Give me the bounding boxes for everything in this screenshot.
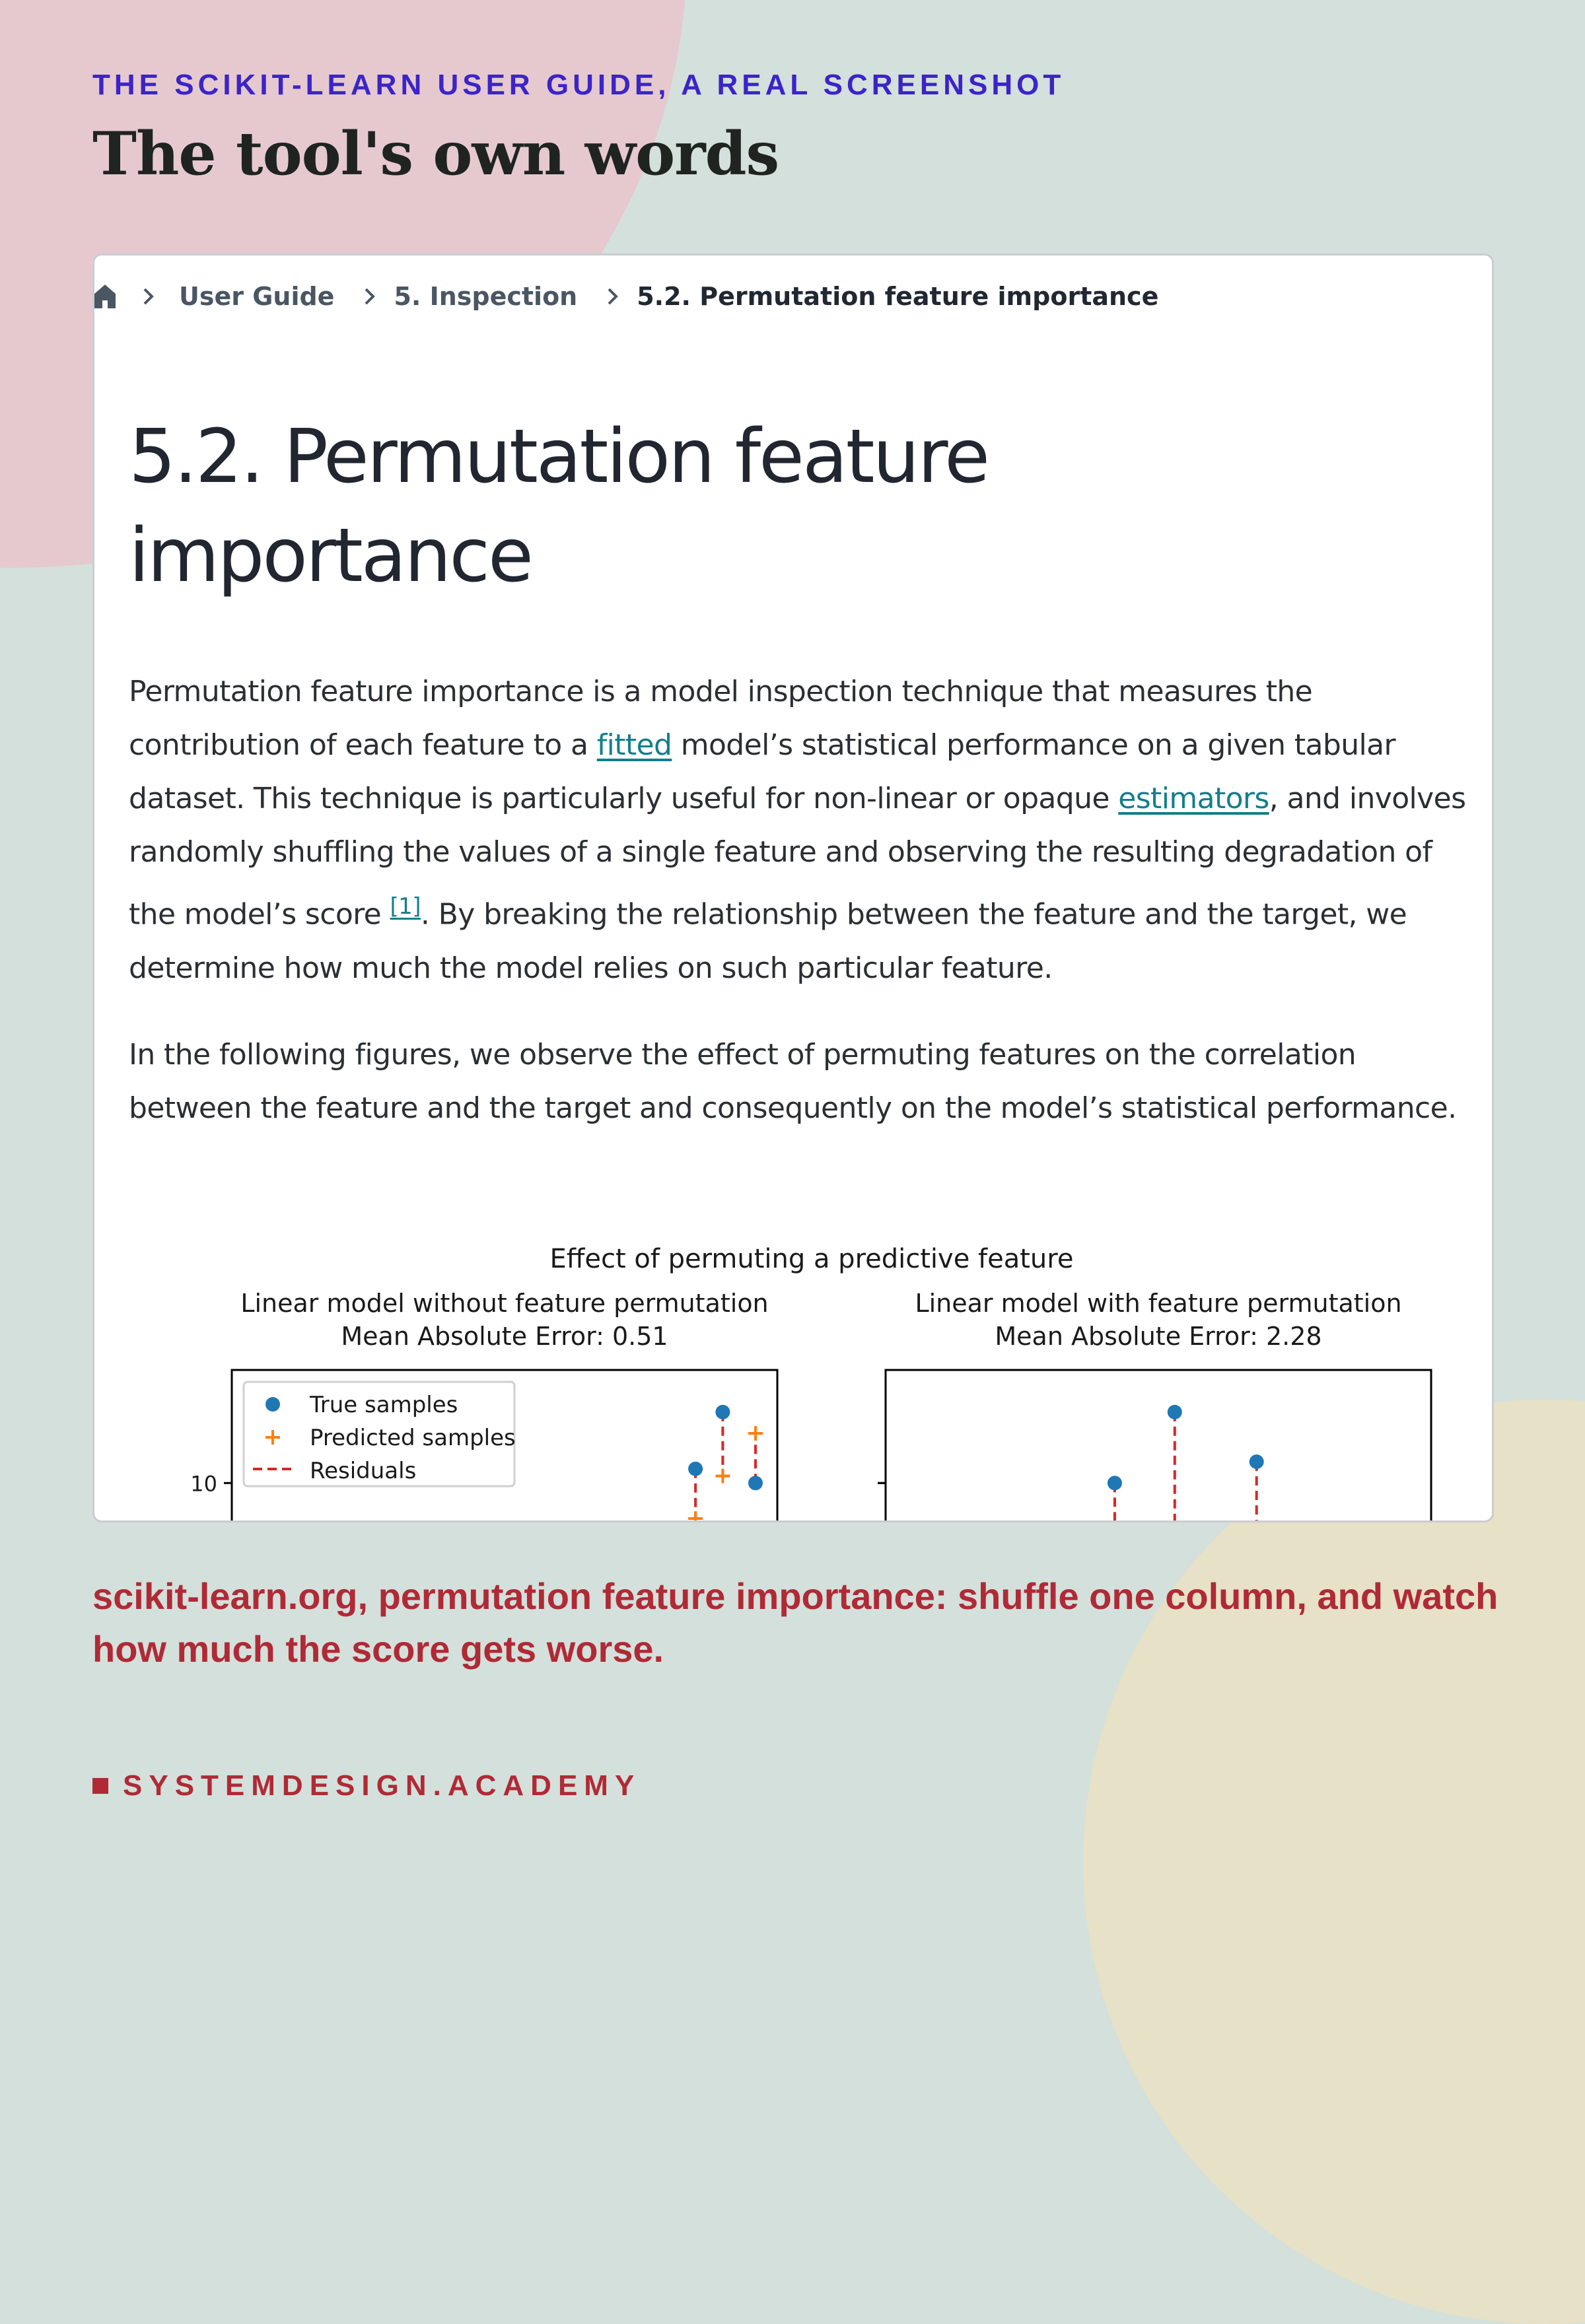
- breadcrumb-inspection[interactable]: 5. Inspection: [394, 282, 578, 311]
- paragraph-text: . By breaking the relationship between the feature and the target, we determine how much the model relies on such particular feature.: [129, 897, 1407, 985]
- legend-label: True samples: [310, 1392, 458, 1418]
- home-icon[interactable]: [94, 285, 116, 308]
- paragraph-text: , and involves randomly shuffling the values of a single feature and observing the resulting degradation of the model’s score: [129, 782, 1466, 932]
- fitted-link[interactable]: fitted: [596, 728, 672, 762]
- chevron-right-icon: [142, 287, 155, 306]
- estimators-link[interactable]: estimators: [1118, 782, 1269, 815]
- breadcrumb-current: 5.2. Permutation feature importance: [637, 282, 1159, 311]
- background-blob-yellow: [1083, 1400, 1585, 2324]
- paragraph-text: Permutation feature importance is a model inspection technique that measures the contribution of each feature to a: [129, 675, 1313, 762]
- legend-true-marker: [265, 1397, 280, 1412]
- intro-paragraph: [129, 665, 1469, 995]
- predicted-point: [688, 1511, 703, 1522]
- panel-title: Linear model with feature permutation: [915, 1289, 1402, 1318]
- true-point: [1168, 1405, 1182, 1419]
- footnote-link[interactable]: [1]: [390, 893, 421, 920]
- legend: [244, 1382, 516, 1486]
- caption: scikit-learn.org, permutation feature importance: shuffle one column, and watch how much the score gets worse.: [92, 1575, 1498, 1670]
- predicted-point: [715, 1469, 730, 1484]
- true-point: [688, 1462, 703, 1476]
- headline: The tool's own words: [92, 119, 779, 189]
- figure-suptitle: Effect of permuting a predictive feature: [549, 1244, 1074, 1274]
- legend-label: Residuals: [310, 1458, 417, 1484]
- true-point: [1108, 1476, 1122, 1490]
- chevron-right-icon: [363, 287, 376, 306]
- true-point: [1250, 1454, 1264, 1469]
- chart-panel-1: [190, 1289, 777, 1522]
- plot-frame: [886, 1370, 1431, 1522]
- true-point: [748, 1476, 763, 1490]
- true-point: [715, 1405, 730, 1419]
- brand-name: SYSTEMDESIGN.ACADEMY: [123, 1769, 641, 1802]
- figures-paragraph: In the following figures, we observe the effect of permuting features on the correlation between the feature and the target and consequently on the model’s statistical performance.: [129, 1038, 1457, 1125]
- panel-title: Linear model without feature permutation: [240, 1289, 769, 1318]
- legend-label: Predicted samples: [310, 1425, 516, 1451]
- brand: [92, 1769, 641, 1802]
- y-tick-label: 10: [190, 1471, 217, 1497]
- page-title: 5.2. Permutation feature importance: [129, 414, 988, 599]
- breadcrumb: [94, 275, 1158, 318]
- chevron-right-icon: [606, 287, 619, 306]
- predicted-point: [748, 1426, 763, 1441]
- breadcrumb-user-guide[interactable]: User Guide: [179, 282, 335, 311]
- screenshot-frame: [92, 254, 1494, 1522]
- kicker: THE SCIKIT-LEARN USER GUIDE, A REAL SCREENSHOT: [92, 69, 1065, 101]
- chart-panel-2: [878, 1289, 1431, 1522]
- panel-subtitle: Mean Absolute Error: 2.28: [995, 1322, 1322, 1351]
- brand-square-icon: [92, 1778, 108, 1794]
- paragraph-text: model’s statistical performance on a given tabular dataset. This technique is particularly useful for non-linear or opaque: [129, 728, 1395, 815]
- panel-subtitle: Mean Absolute Error: 0.51: [341, 1322, 668, 1351]
- permutation-figure: [94, 1239, 1492, 1522]
